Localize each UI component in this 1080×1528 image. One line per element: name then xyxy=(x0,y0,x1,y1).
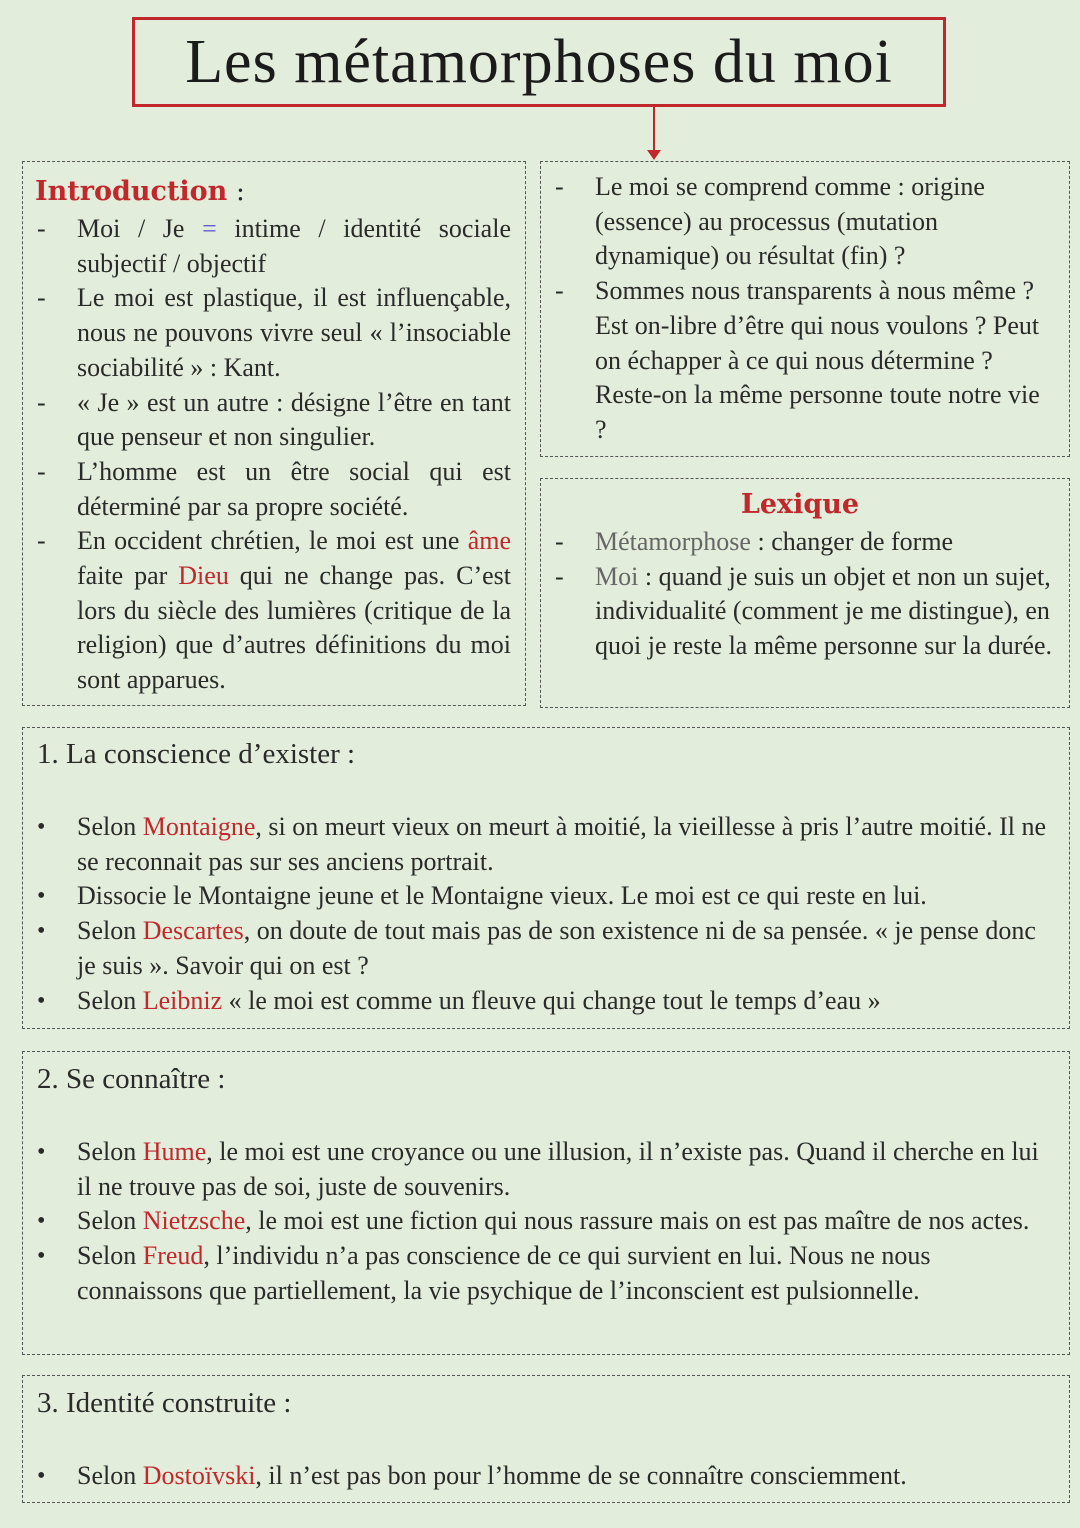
text-segment: En occident chrétien, le moi est une xyxy=(77,526,468,556)
lexique-definition: : quand je suis un objet et non un sujet, individualité (comment je me distingue), en quoi je reste la même personne sur la durée. xyxy=(595,561,1052,661)
text-segment: , on doute de tout mais pas de son existence ni de sa pensée. « je pense donc je suis ». Savoir qui on est ? xyxy=(77,916,1036,980)
arrow-down-icon xyxy=(647,150,661,160)
text-segment: « Je » est un autre : désigne l’être en tant que penseur et non singulier. xyxy=(77,387,511,452)
introduction-box xyxy=(22,161,526,706)
lexique-item xyxy=(541,525,1059,560)
highlight-term: Leibniz xyxy=(142,985,223,1015)
section-1-heading: 1. La conscience d’exister : xyxy=(37,738,356,770)
section-3-box xyxy=(22,1375,1070,1503)
section-item xyxy=(23,810,1049,879)
section-3-list xyxy=(23,1459,1049,1494)
text-segment: Selon xyxy=(77,1241,143,1271)
lexique-heading: Lexique xyxy=(740,489,860,520)
section-item xyxy=(23,1459,1049,1494)
text-segment: , le moi est une croyance ou une illusion, il n’existe pas. Quand il cherche en lui il ne trouve pas de soi, juste de souvenirs. xyxy=(77,1137,1039,1201)
text-segment: L’homme est un être social qui est déterminé par sa propre société. xyxy=(77,456,511,521)
section-1-box xyxy=(22,727,1070,1029)
text-segment: Selon xyxy=(77,1206,143,1236)
text-segment: Selon xyxy=(77,916,143,946)
lexique-box xyxy=(540,478,1070,708)
text-segment: , l’individu n’a pas conscience de ce qui survient en lui. Nous ne nous connaissons que partiellement, la vie psychique de l’inconscient est pulsionnelle. xyxy=(77,1241,931,1305)
page-title: Les métamorphoses du moi xyxy=(185,27,893,96)
title-box xyxy=(132,17,946,107)
question-item: - Sommes nous transparents à nous même ? Est on-libre d’être qui nous voulons ? Peut on échapper à ce qui nous détermine ? Reste-on la même personne toute notre vie ? xyxy=(541,274,1055,448)
highlight-term: Hume xyxy=(142,1137,207,1166)
text-segment: Le moi est plastique, il est influençable, nous ne pouvons vivre seul « l’insociable sociabilité » : Kant. xyxy=(77,283,511,382)
highlight-term: âme xyxy=(467,526,511,556)
section-item xyxy=(23,984,1049,1019)
lexique-term: Métamorphose xyxy=(595,527,751,556)
section-1-list xyxy=(23,810,1049,1018)
text-segment: Selon xyxy=(77,812,143,841)
text-segment: , si on meurt vieux on meurt à moitié, la vieillesse à pris l’autre moitié. Il ne se reconnait pas sur ses anciens portrait. xyxy=(77,812,1047,876)
text-segment: Selon xyxy=(77,1137,143,1166)
text-segment: Selon xyxy=(77,1461,143,1490)
questions-list xyxy=(541,170,1055,448)
section-item xyxy=(23,914,1049,983)
lexique-item xyxy=(541,560,1059,664)
intro-item xyxy=(23,386,511,455)
intro-item xyxy=(23,212,511,281)
lexique-list xyxy=(541,525,1059,664)
text-segment: Dissocie le Montaigne jeune et le Montaigne vieux. Le moi est ce qui reste en lui. xyxy=(77,881,927,911)
intro-item xyxy=(23,524,511,698)
section-item xyxy=(23,1135,1049,1204)
text-segment: qui ne change pas. C’est lors du siècle des lumières (critique de la religion) que d’autres définitions du moi sont apparues. xyxy=(77,561,511,695)
highlight-term: Freud xyxy=(142,1241,204,1271)
highlight-term: Montaigne xyxy=(142,812,256,841)
section-item xyxy=(23,1204,1049,1239)
intro-item xyxy=(23,455,511,524)
text-segment: « le moi est comme un fleuve qui change tout le temps d’eau » xyxy=(222,985,881,1015)
section-item xyxy=(23,879,1049,914)
introduction-list xyxy=(23,212,511,698)
section-item xyxy=(23,1239,1049,1308)
section-2-list xyxy=(23,1135,1049,1309)
introduction-heading: Introduction : xyxy=(35,176,245,207)
highlight-term: Dostoïvski xyxy=(142,1461,256,1490)
lexique-term: Moi xyxy=(595,561,639,591)
highlight-term: Nietzsche xyxy=(142,1206,246,1236)
text-segment: faite par xyxy=(77,561,179,591)
arrow-line xyxy=(653,107,655,153)
section-3-heading: 3. Identité construite : xyxy=(37,1387,292,1419)
question-item: - Le moi se comprend comme : origine (essence) au processus (mutation dynamique) ou résultat (fin) ? xyxy=(541,170,1055,274)
text-segment: intime / identité sociale subjectif / objectif xyxy=(77,214,511,278)
questions-box xyxy=(540,161,1070,457)
lexique-definition: : changer de forme xyxy=(750,527,954,556)
text-segment: = xyxy=(202,214,217,243)
text-segment: , il n’est pas bon pour l’homme de se connaître consciemment. xyxy=(255,1461,907,1490)
highlight-term: Dieu xyxy=(178,561,229,591)
text-segment: Selon xyxy=(77,985,143,1015)
section-2-heading: 2. Se connaître : xyxy=(37,1063,226,1095)
text-segment: Moi / Je xyxy=(77,214,203,243)
intro-item xyxy=(23,281,511,385)
section-2-box xyxy=(22,1051,1070,1355)
highlight-term: Descartes xyxy=(142,916,244,946)
text-segment: , le moi est une fiction qui nous rassure mais on est pas maître de nos actes. xyxy=(245,1206,1030,1236)
